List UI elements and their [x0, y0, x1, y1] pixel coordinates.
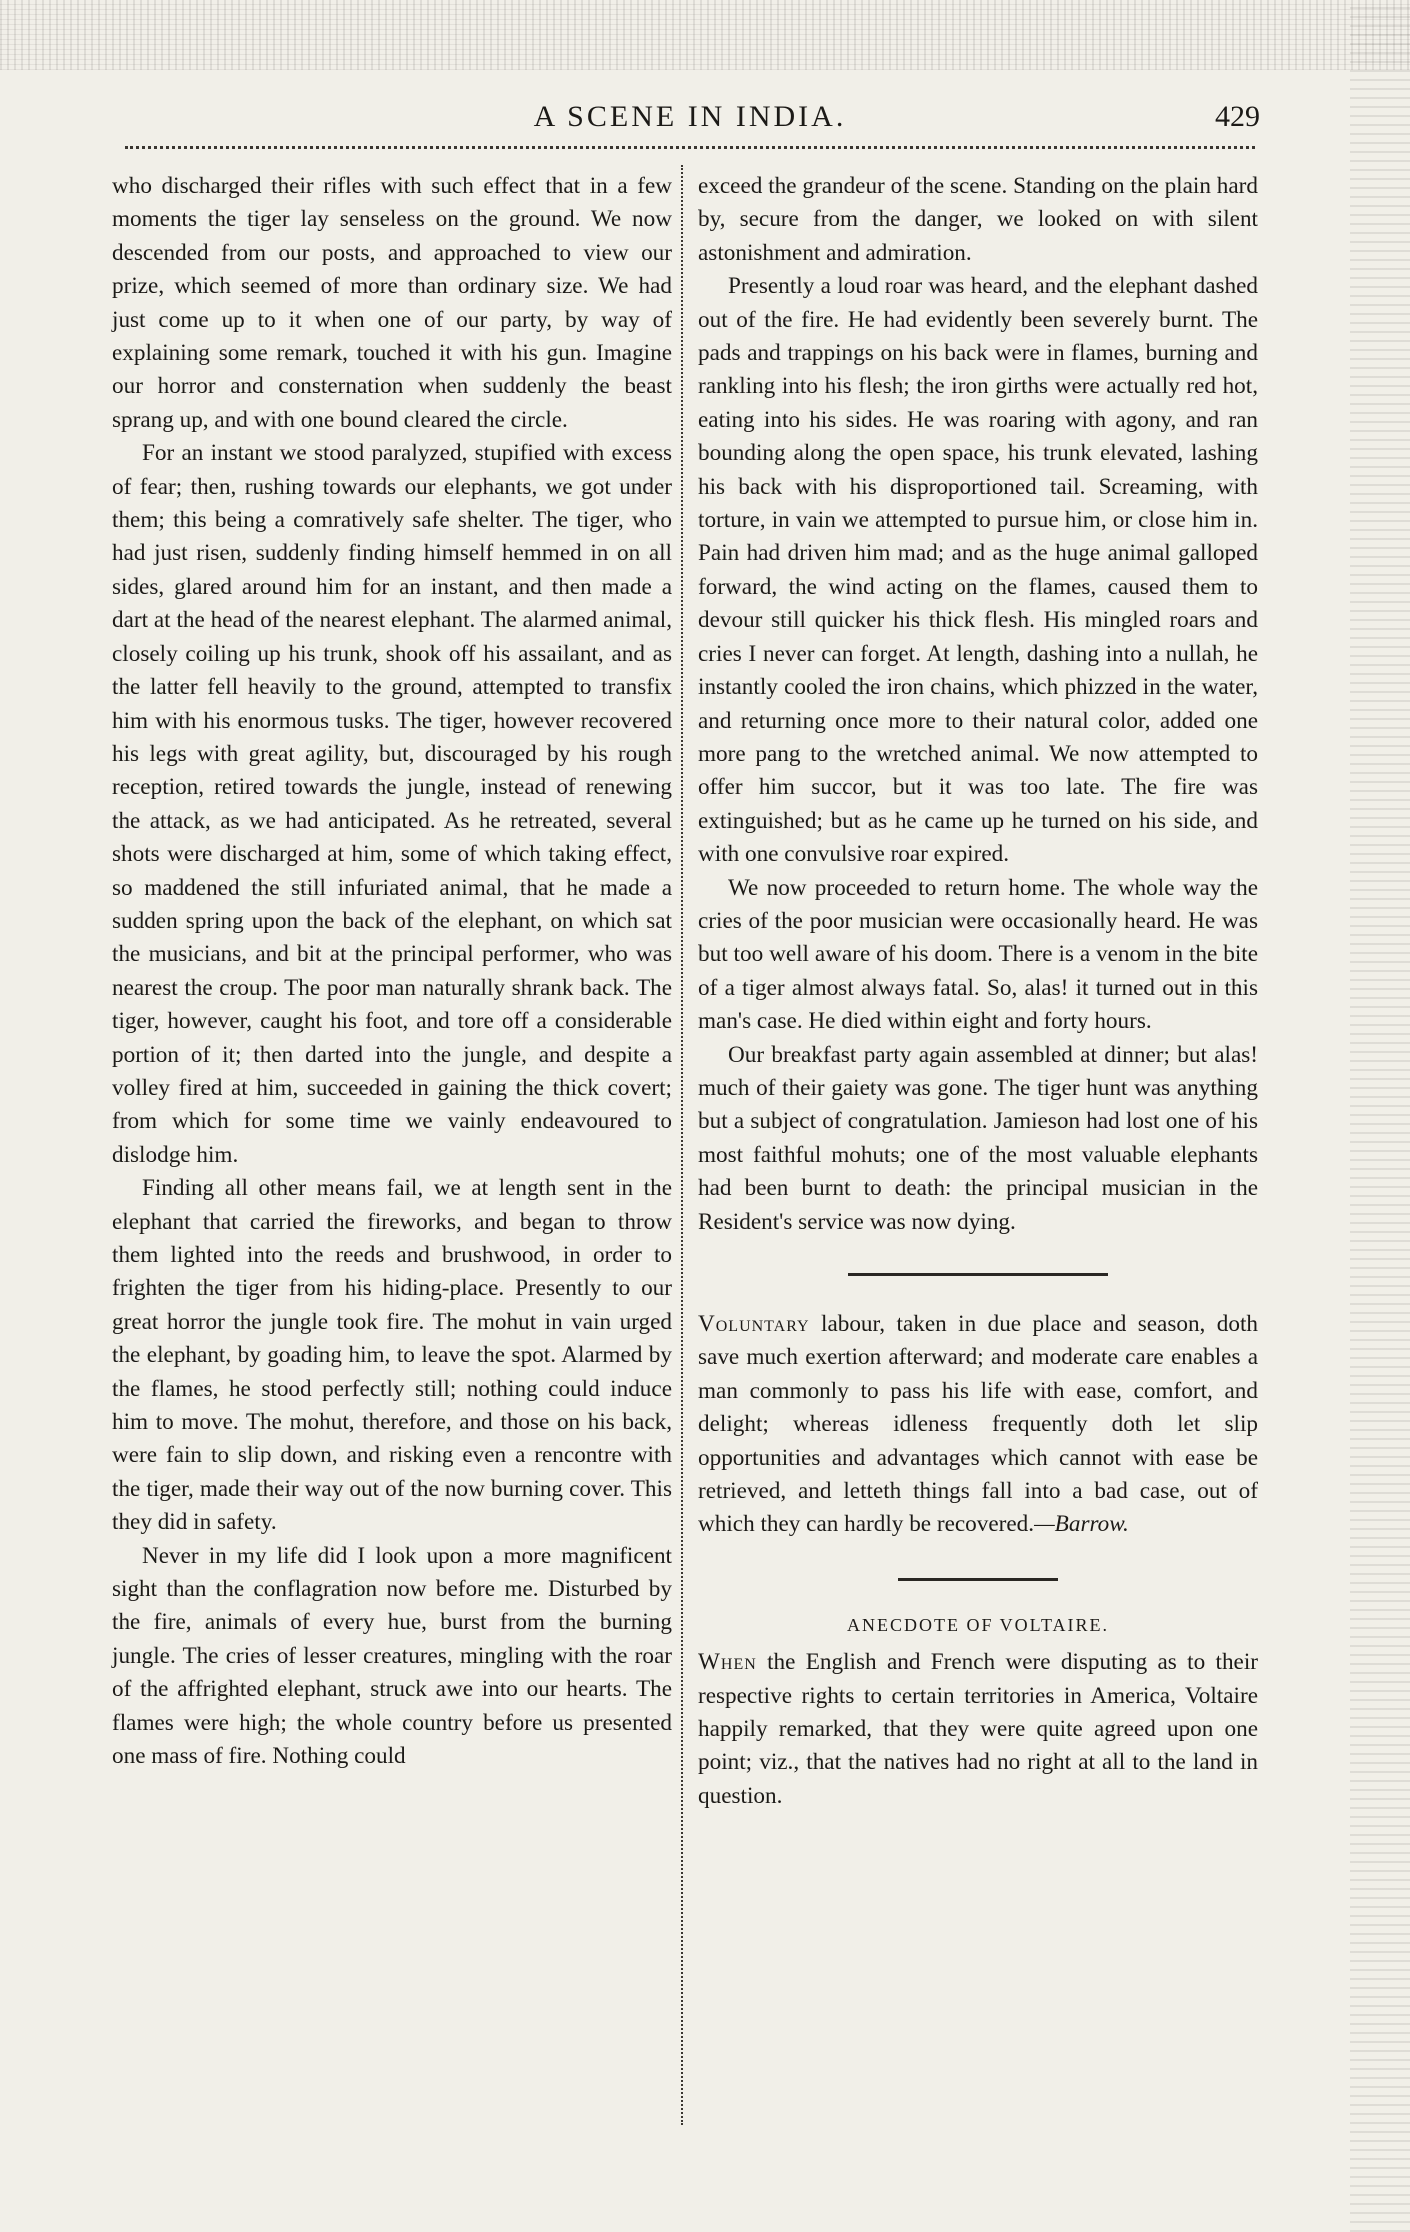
left-column — [112, 170, 672, 1774]
page-number: 429 — [1215, 100, 1260, 133]
right-column — [698, 170, 1258, 1813]
section-rule — [848, 1273, 1108, 1276]
header-rule — [125, 146, 1255, 149]
paragraph: Presently a loud roar was heard, and the elephant dashed out of the fire. He had evidently been severely burnt. The pads and trappings on his back were in flames, burning and rankling into his flesh; the iron girths were actually red hot, eating into his sides. He was roaring with agony, and ran bounding along the open space, his trunk elevated, lashing his back with his disproportioned tail. Screaming, with torture, in vain we attempted to pursue him, or close him in. Pain had driven him mad; and as the huge animal galloped forward, the wind acting on the flames, caused them to devour still quicker his thick flesh. His mingled roars and cries I never can forget. At length, dashing into a nullah, he instantly cooled the iron chains, which phizzed in the water, and returning once more to their natural color, added one more pang to the wretched animal. We now attempted to offer him succor, but it was too late. The fire was extinguished; but as he came up he turned on his side, and with one convulsive roar expired. — [698, 273, 1258, 868]
paragraph: Finding all other means fail, we at length sent in the elephant that carried the fireworks, and began to throw them lighted into the reeds and brushwood, in order to frighten the tiger from his hiding-place. Presently to our great horror the jungle took fire. The mohut in vain urged the elephant, by goading him, to leave the spot. Alarmed by the flames, he stood perfectly still; nothing could induce him to move. The mohut, therefore, and those on his back, were fain to slip down, and risking even a rencontre with the tiger, made their way out of the now burning cover. This they did in safety. — [112, 1175, 672, 1536]
paragraph: Never in my life did I look upon a more magnificent sight than the conflagration now before me. Disturbed by the fire, animals of every hue, burst from the burning jungle. The cries of lesser creatures, mingling with the roar of the affrighted elephant, struck awe into our hearts. The flames were high; the whole country before us presented one mass of fire. Nothing could — [112, 1542, 672, 1770]
essay-attribution: —Barrow. — [1034, 1511, 1129, 1538]
section-rule — [898, 1578, 1058, 1581]
anecdote-lead-word: When — [698, 1649, 757, 1676]
essay-text: labour, taken in due place and season, doth save much exertion afterward; and moderate care enables a man commonly to pass his life with ease, comfort, and delight; whereas idleness frequently doth let slip opportunities and advantages which cannot with ease be retrieved, and letteth things fall into a bad case, out of which they can hardly be recovered. — [698, 1311, 1258, 1538]
column-divider — [681, 165, 683, 2125]
paragraph: We now proceeded to return home. The whole way the cries of the poor musician were occasionally heard. He was but too well aware of his doom. There is a venom in the bite of a tiger almost always fatal. So, alas! it turned out in this man's case. He died within eight and forty hours. — [698, 874, 1258, 1035]
page-header — [120, 100, 1260, 144]
paragraph: For an instant we stood paralyzed, stupified with excess of fear; then, rushing towards our elephants, we got under them; this being a comratively safe shelter. The tiger, who had just risen, suddenly finding himself hemmed in on all sides, glared around him for an instant, and then made a dart at the head of the nearest elephant. The alarmed animal, closely coiling up his trunk, shook off his assailant, and as the latter fell heavily to the ground, attempted to transfix him with his enormous tusks. The tiger, however recovered his legs with great agility, but, discouraged by his rough reception, retired towards the jungle, instead of renewing the attack, as we had anticipated. As he retreated, several shots were discharged at him, some of which taking effect, so maddened the still infuriated animal, that he made a sudden spring upon the back of the elephant, on which sat the musicians, and bit at the principal performer, who was nearest the croup. The poor man naturally shrank back. The tiger, however, caught his foot, and tore off a considerable portion of it; then darted into the jungle, and despite a volley fired at him, succeeded in gaining the thick covert; from which for some time we vainly endeavoured to dislodge him. — [112, 440, 672, 1168]
running-title: A SCENE IN INDIA. — [533, 100, 847, 133]
essay-lead-word: Voluntary — [698, 1311, 810, 1337]
anecdote-heading: ANECDOTE OF VOLTAIRE. — [846, 1614, 1110, 1635]
essay-paragraph — [698, 1308, 1258, 1542]
paragraph: who discharged their rifles with such effect that in a few moments the tiger lay senseless on the ground. We now descended from our posts, and approached to view our prize, which seemed of more than ordinary size. We had just come up to it when one of our party, by way of explaining some remark, touched it with his gun. Imagine our horror and consternation when suddenly the beast sprang up, and with one bound cleared the circle. — [112, 173, 672, 433]
scan-noise-right-edge — [1350, 0, 1410, 2232]
paragraph: Our breakfast party again assembled at dinner; but alas! much of their gaiety was gone. The tiger hunt was anything but a subject of congratulation. Jamieson had lost one of his most faithful mohuts; one of the most valuable elephants had been burnt to death: the principal musician in the Resident's service was now dying. — [698, 1041, 1258, 1235]
anecdote-paragraph — [698, 1646, 1258, 1813]
scan-noise-top — [0, 0, 1410, 70]
anecdote-text: the English and French were disputing as to their respective rights to certain territories in America, Voltaire happily remarked, that they were quite agreed upon one point; viz., that the natives had no right at all to the land in question. — [698, 1649, 1258, 1809]
paragraph: exceed the grandeur of the scene. Standing on the plain hard by, secure from the danger, we looked on with silent astonishment and admiration. — [698, 173, 1258, 266]
